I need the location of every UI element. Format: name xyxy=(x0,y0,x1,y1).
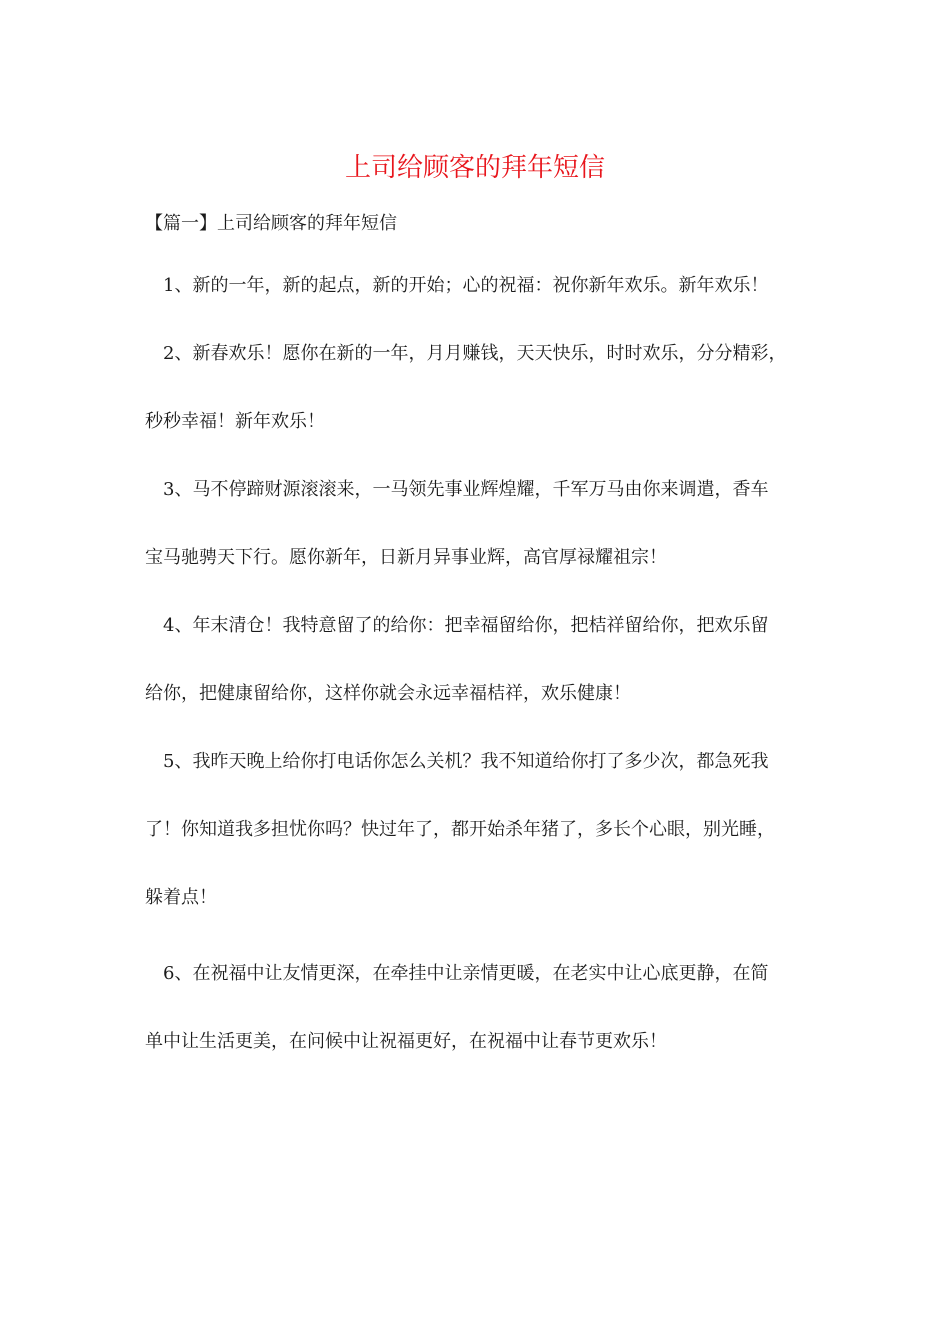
item-text: 秒秒幸福！新年欢乐！ xyxy=(145,411,325,432)
item-text: 我昨天晚上给你打电话你怎么关机？我不知道给你打了多少次，都急死我 xyxy=(192,751,769,772)
item-text: 宝马驰骋天下行。愿你新年，日新月异事业辉，高官厚禄耀祖宗！ xyxy=(145,547,667,568)
section-heading: 【篇一】上司给顾客的拜年短信 xyxy=(145,213,397,234)
item-line xyxy=(145,1028,815,1056)
item-line xyxy=(145,960,815,988)
item-text: 马不停蹄财源滚滚来，一马领先事业辉煌耀，千军万马由你来调遣，香车 xyxy=(192,479,769,500)
item-line xyxy=(145,680,815,708)
message-item-1 xyxy=(145,272,815,300)
message-item-2 xyxy=(145,340,815,436)
item-text: 给你，把健康留给你，这样你就会永远幸福桔祥，欢乐健康！ xyxy=(145,683,631,704)
message-item-4 xyxy=(145,612,815,708)
item-text: 单中让生活更美，在问候中让祝福更好，在祝福中让春节更欢乐！ xyxy=(145,1031,667,1052)
item-line xyxy=(145,408,815,436)
item-line xyxy=(145,476,815,504)
document-title: 上司给顾客的拜年短信 xyxy=(344,153,605,183)
item-number: 5、 xyxy=(163,751,193,772)
item-line xyxy=(145,884,815,912)
item-line xyxy=(145,544,815,572)
message-item-5 xyxy=(145,748,815,912)
item-line xyxy=(145,748,815,776)
item-line xyxy=(145,340,815,368)
item-text: 了！你知道我多担忧你吗？快过年了，都开始杀年猪了，多长个心眼，别光睡， xyxy=(145,819,775,840)
item-line xyxy=(145,816,815,844)
item-text: 年末清仓！我特意留了的给你：把幸福留给你，把桔祥留给你，把欢乐留 xyxy=(192,615,769,636)
item-text: 新的一年，新的起点，新的开始；心的祝福：祝你新年欢乐。新年欢乐！ xyxy=(192,275,769,296)
item-number: 6、 xyxy=(163,963,193,984)
item-line xyxy=(145,272,815,300)
item-number: 3、 xyxy=(163,479,193,500)
item-number: 2、 xyxy=(163,343,193,364)
item-number: 4、 xyxy=(163,615,193,636)
item-text: 躲着点！ xyxy=(145,887,217,908)
item-number: 1、 xyxy=(163,275,193,296)
message-item-3 xyxy=(145,476,815,572)
item-text: 在祝福中让友情更深，在牵挂中让亲情更暖，在老实中让心底更静，在简 xyxy=(192,963,769,984)
item-text: 新春欢乐！愿你在新的一年，月月赚钱，天天快乐，时时欢乐，分分精彩， xyxy=(192,343,787,364)
message-item-6 xyxy=(145,960,815,1056)
item-line xyxy=(145,612,815,640)
